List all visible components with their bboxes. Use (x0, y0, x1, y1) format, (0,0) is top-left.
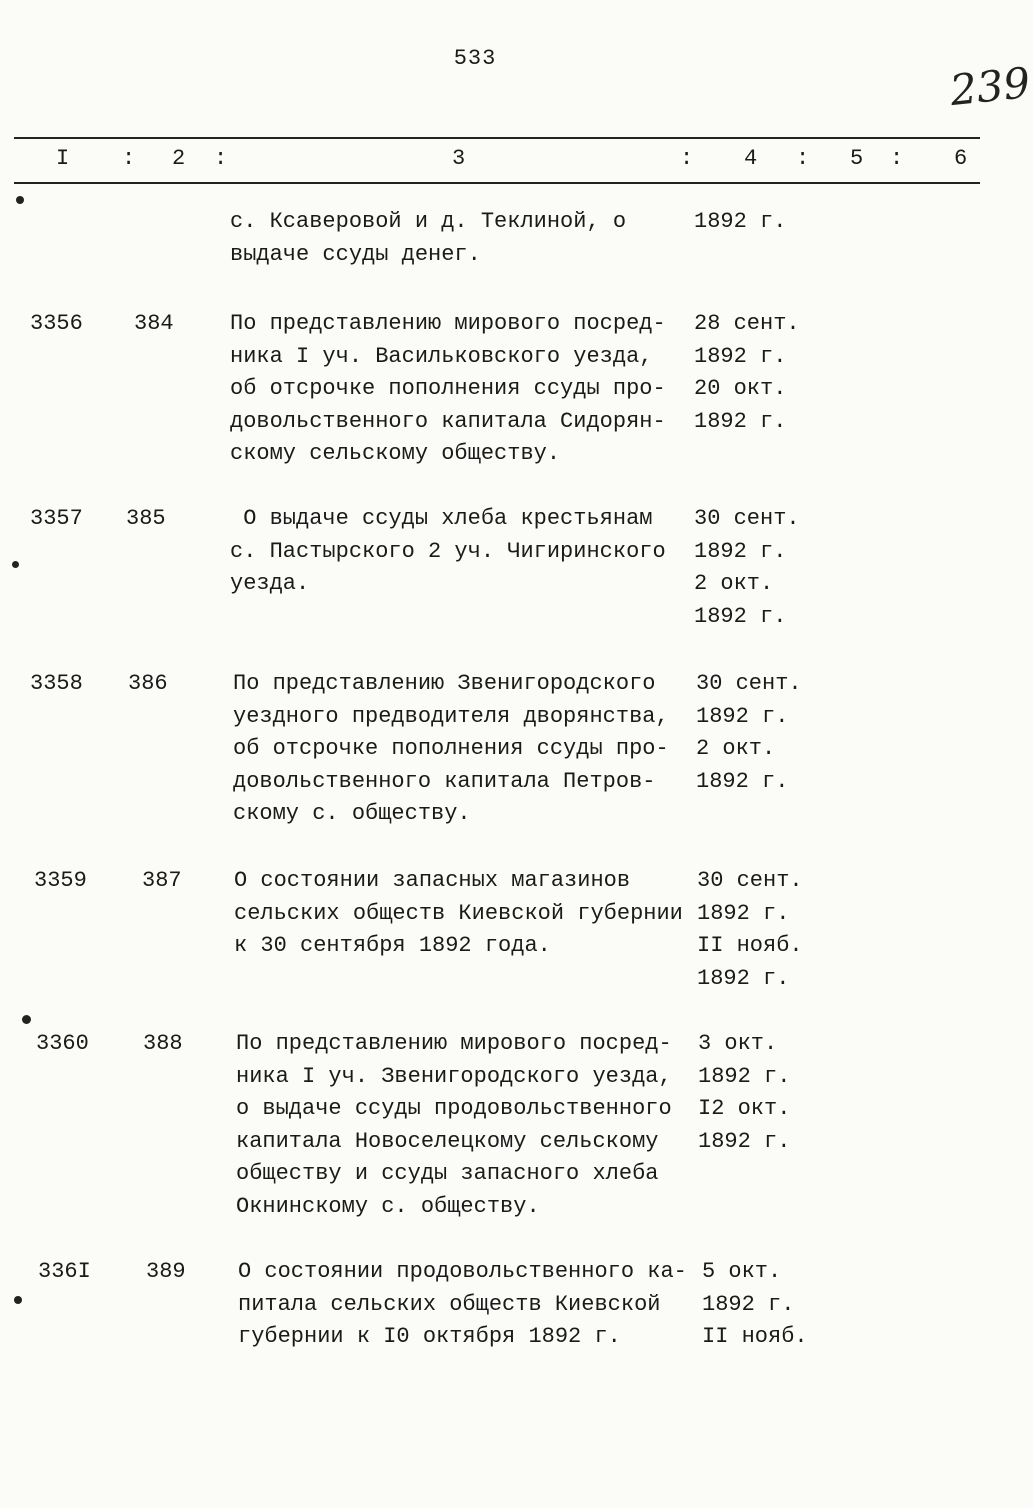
table-header-rule (14, 182, 980, 184)
column-3-header: 3 (452, 146, 466, 171)
punch-hole-mark (14, 1296, 22, 1304)
sheet-number: 387 (142, 868, 182, 893)
column-5-header: 5 (850, 146, 864, 171)
sheet-number: 386 (128, 671, 168, 696)
case-dates: 30 сент. 1892 г. II нояб. 1892 г. (697, 868, 803, 991)
case-dates: 3 окт. 1892 г. I2 окт. 1892 г. (698, 1031, 791, 1154)
case-title: О состоянии продовольственного ка- питала сельских обществ Киевской губернии к I0 октября 1892 г. (238, 1259, 687, 1349)
case-title: По представлению мирового посред- ника I уч. Васильковского уезда, об отсрочке пополнения ссуды про- довольственного капитала Сидорян- скому сельскому обществу. (230, 311, 666, 466)
column-separator: : (214, 146, 228, 171)
punch-hole-mark (22, 1015, 31, 1024)
column-2-header: 2 (172, 146, 186, 171)
case-title: О выдаче ссуды хлеба крестьянам с. Пастырского 2 уч. Чигиринского уезда. (230, 506, 666, 596)
column-separator: : (122, 146, 136, 171)
case-number: 336I (38, 1259, 91, 1284)
column-separator: : (796, 146, 810, 171)
sheet-number: 385 (126, 506, 166, 531)
column-separator: : (890, 146, 904, 171)
case-number: 3356 (30, 311, 83, 336)
column-1-header: I (56, 146, 70, 171)
case-dates: 5 окт. 1892 г. II нояб. (702, 1259, 808, 1349)
case-title: О состоянии запасных магазинов сельских обществ Киевской губернии к 30 сентября 1892 года. (234, 868, 683, 958)
sheet-number: 389 (146, 1259, 186, 1284)
case-title: По представлению мирового посред- ника I уч. Звенигородского уезда, о выдаче ссуды продовольственного капитала Новоселецкому сельскому обществу и ссуды запасного хлеба Окнинскому с. обществу. (236, 1031, 672, 1219)
case-number: 3357 (30, 506, 83, 531)
case-number: 3360 (36, 1031, 89, 1056)
archive-sheet-number: 239 (947, 57, 1033, 116)
case-title: По представлению Звенигородского уездного предводителя дворянства, об отсрочке пополнения ссуды про- довольственного капитала Петров- скому с. обществу. (233, 671, 669, 826)
case-dates: 28 сент. 1892 г. 20 окт. 1892 г. (694, 311, 800, 434)
case-dates: 1892 г. (694, 209, 787, 234)
case-dates: 30 сент. 1892 г. 2 окт. 1892 г. (696, 671, 802, 794)
case-title: с. Ксаверовой и д. Теклиной, о выдаче ссуды денег. (230, 209, 627, 267)
table-top-rule (14, 137, 980, 139)
punch-hole-mark (16, 196, 24, 204)
case-dates: 30 сент. 1892 г. 2 окт. 1892 г. (694, 506, 800, 629)
sheet-number: 388 (143, 1031, 183, 1056)
table-header (0, 146, 1024, 176)
sheet-number: 384 (134, 311, 174, 336)
case-number: 3359 (34, 868, 87, 893)
column-separator: : (680, 146, 694, 171)
column-6-header: 6 (954, 146, 968, 171)
column-4-header: 4 (744, 146, 758, 171)
page-number: 533 (453, 46, 497, 71)
case-number: 3358 (30, 671, 83, 696)
punch-hole-mark (12, 561, 19, 568)
